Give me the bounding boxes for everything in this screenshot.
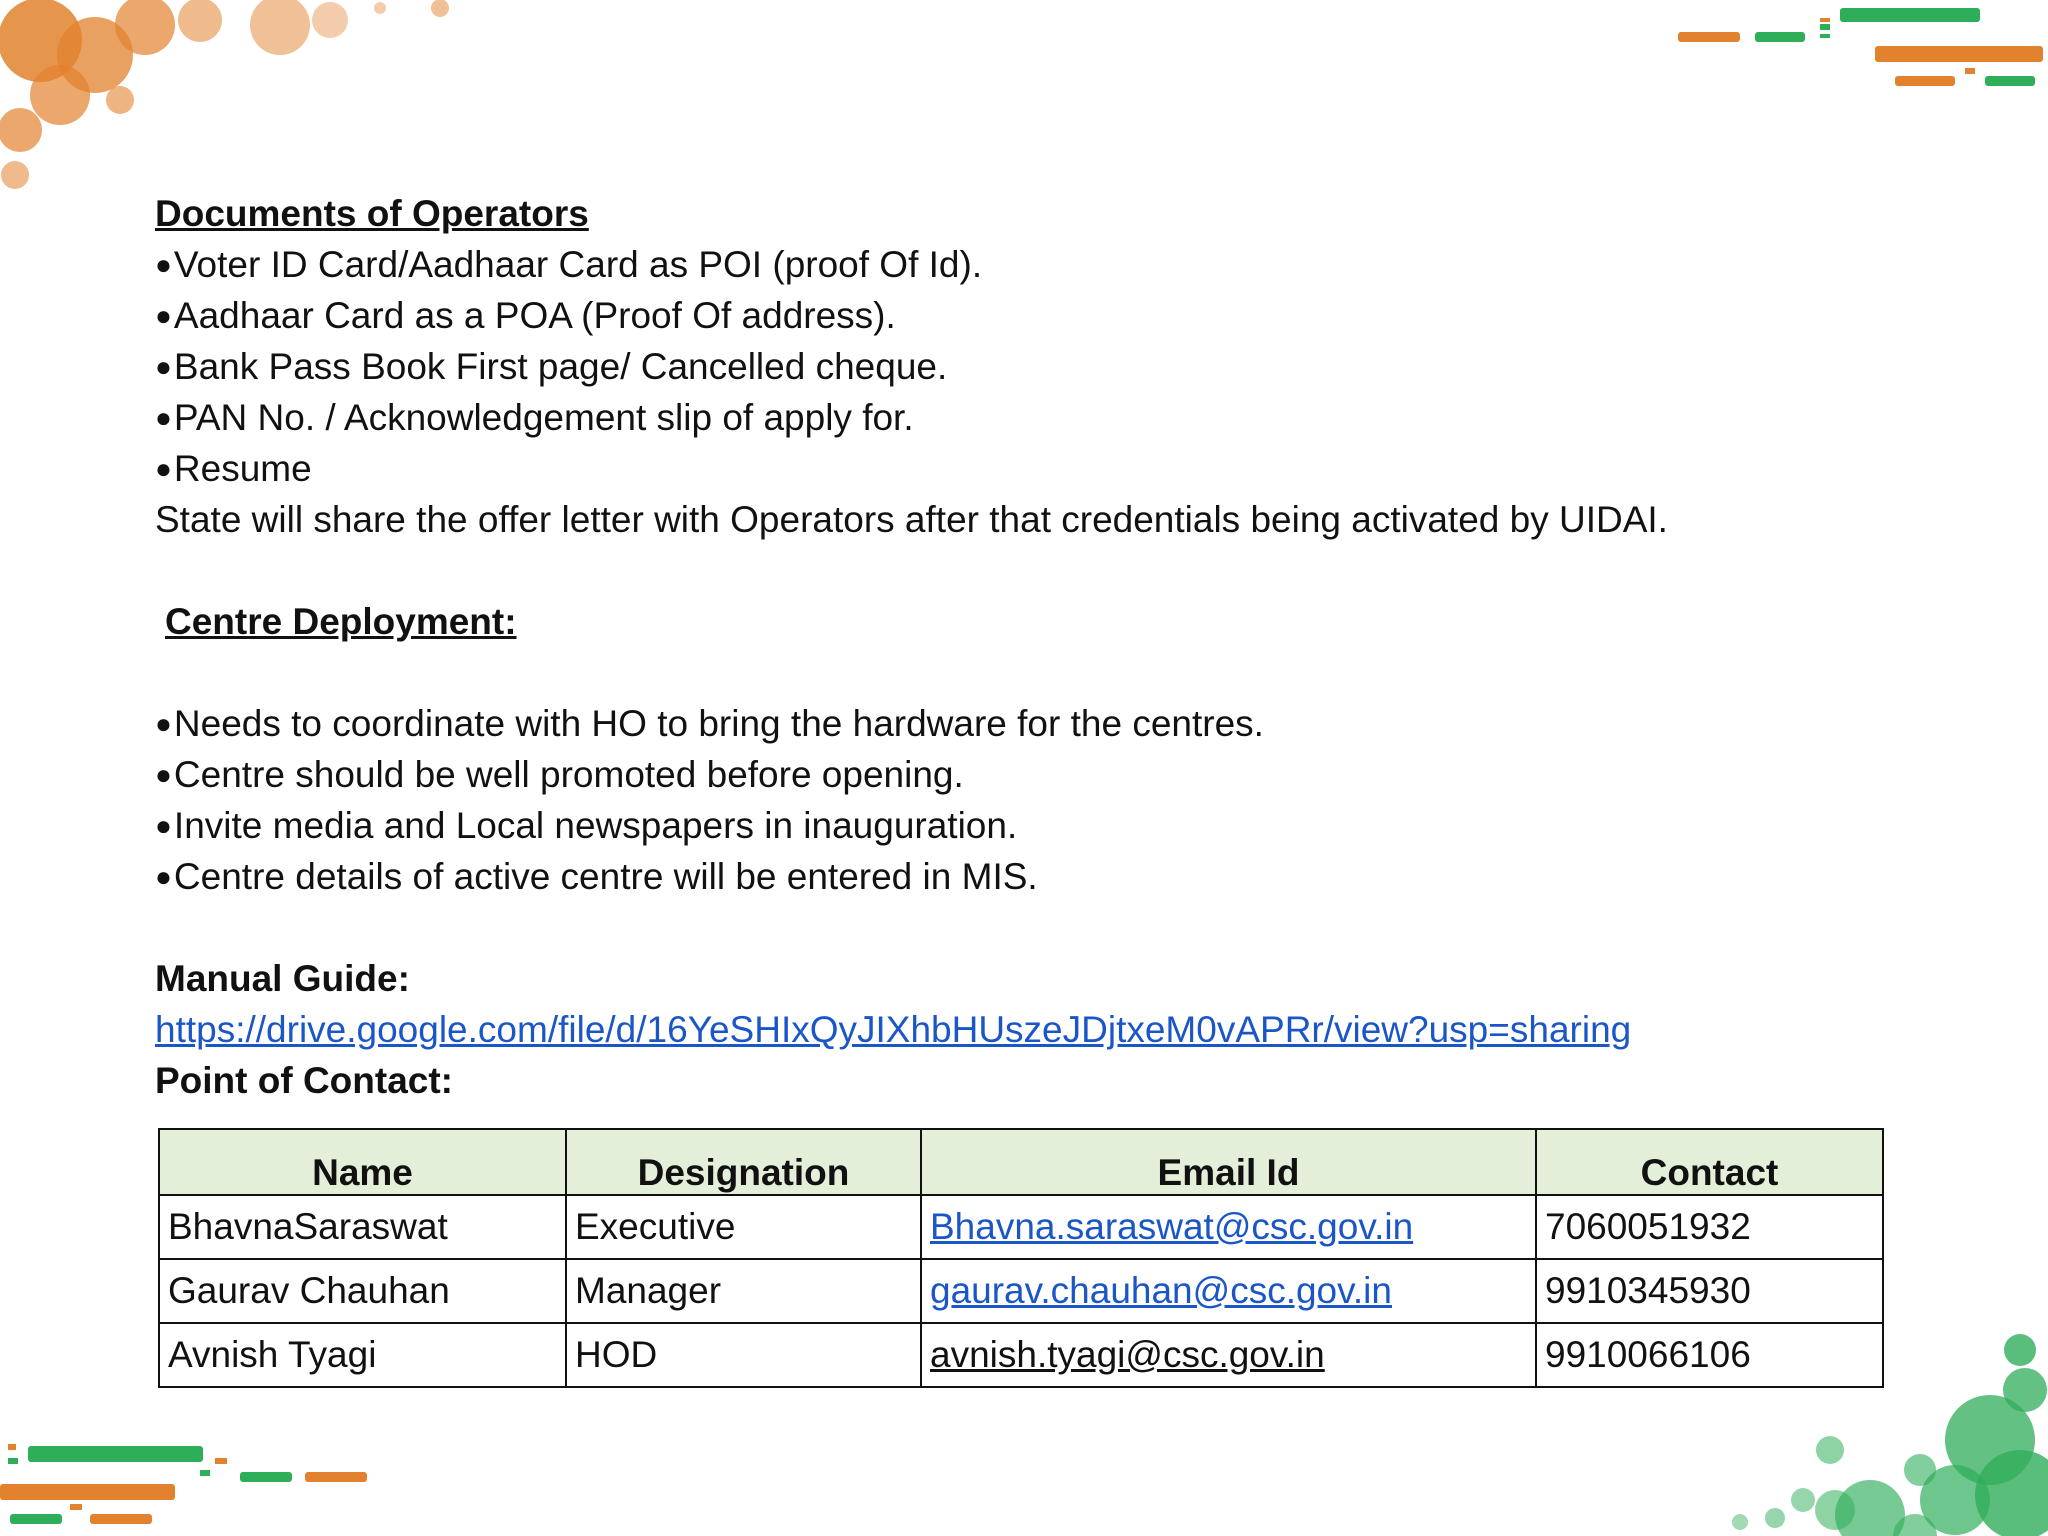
contact-designation: Executive	[566, 1195, 921, 1259]
deployment-item: ●Invite media and Local newspapers in inauguration.	[155, 805, 1018, 846]
documents-note: State will share the offer letter with Operators after that credentials being activated by UIDAI.	[155, 499, 1668, 540]
slide-content	[155, 188, 1915, 1106]
documents-item: ●Aadhaar Card as a POA (Proof Of address).	[155, 295, 896, 336]
bullet-icon: ●	[155, 708, 172, 739]
contact-name: BhavnaSaraswat	[159, 1195, 566, 1259]
contact-phone: 9910345930	[1536, 1259, 1883, 1323]
contact-designation: HOD	[566, 1323, 921, 1387]
column-header-designation: Designation	[566, 1129, 921, 1195]
contact-name: Avnish Tyagi	[159, 1323, 566, 1387]
deployment-item: ●Centre details of active centre will be entered in MIS.	[155, 856, 1038, 897]
contact-email-link[interactable]: gaurav.chauhan@csc.gov.in	[921, 1259, 1536, 1323]
bullet-icon: ●	[155, 810, 172, 841]
deployment-item: ●Needs to coordinate with HO to bring the hardware for the centres.	[155, 703, 1264, 744]
top-left-bubbles-decoration	[0, 0, 460, 200]
contact-phone: 7060051932	[1536, 1195, 1883, 1259]
documents-item: ●Voter ID Card/Aadhaar Card as POI (proof Of Id).	[155, 244, 983, 285]
contact-name: Gaurav Chauhan	[159, 1259, 566, 1323]
top-right-dashes-decoration	[1670, 0, 2048, 100]
table-header-row	[159, 1129, 1883, 1195]
documents-heading: Documents of Operators	[155, 193, 589, 234]
point-of-contact-heading: Point of Contact:	[155, 1060, 454, 1101]
table-row	[159, 1259, 1883, 1323]
deployment-item: ●Centre should be well promoted before opening.	[155, 754, 964, 795]
bullet-icon: ●	[155, 300, 172, 331]
manual-guide-link[interactable]: https://drive.google.com/file/d/16YeSHIxQyJIXhbHUszeJDjtxeM0vAPRr/view?usp=sharing	[155, 1009, 1632, 1050]
bullet-icon: ●	[155, 249, 172, 280]
column-header-contact: Contact	[1536, 1129, 1883, 1195]
column-header-name: Name	[159, 1129, 566, 1195]
contact-designation: Manager	[566, 1259, 921, 1323]
contact-email-link[interactable]: Bhavna.saraswat@csc.gov.in	[921, 1195, 1536, 1259]
contact-table	[158, 1128, 1884, 1388]
contact-phone: 9910066106	[1536, 1323, 1883, 1387]
manual-guide-heading: Manual Guide:	[155, 958, 410, 999]
bullet-icon: ●	[155, 759, 172, 790]
bullet-icon: ●	[155, 453, 172, 484]
bullet-icon: ●	[155, 351, 172, 382]
column-header-email: Email Id	[921, 1129, 1536, 1195]
documents-item: ●Resume	[155, 448, 312, 489]
documents-item: ●PAN No. / Acknowledgement slip of apply for.	[155, 397, 914, 438]
bottom-left-dashes-decoration	[0, 1436, 380, 1536]
deployment-heading: Centre Deployment:	[165, 601, 517, 642]
table-row	[159, 1323, 1883, 1387]
bullet-icon: ●	[155, 861, 172, 892]
table-row	[159, 1195, 1883, 1259]
contact-email-link[interactable]: avnish.tyagi@csc.gov.in	[921, 1323, 1536, 1387]
bullet-icon: ●	[155, 402, 172, 433]
documents-item: ●Bank Pass Book First page/ Cancelled cheque.	[155, 346, 948, 387]
